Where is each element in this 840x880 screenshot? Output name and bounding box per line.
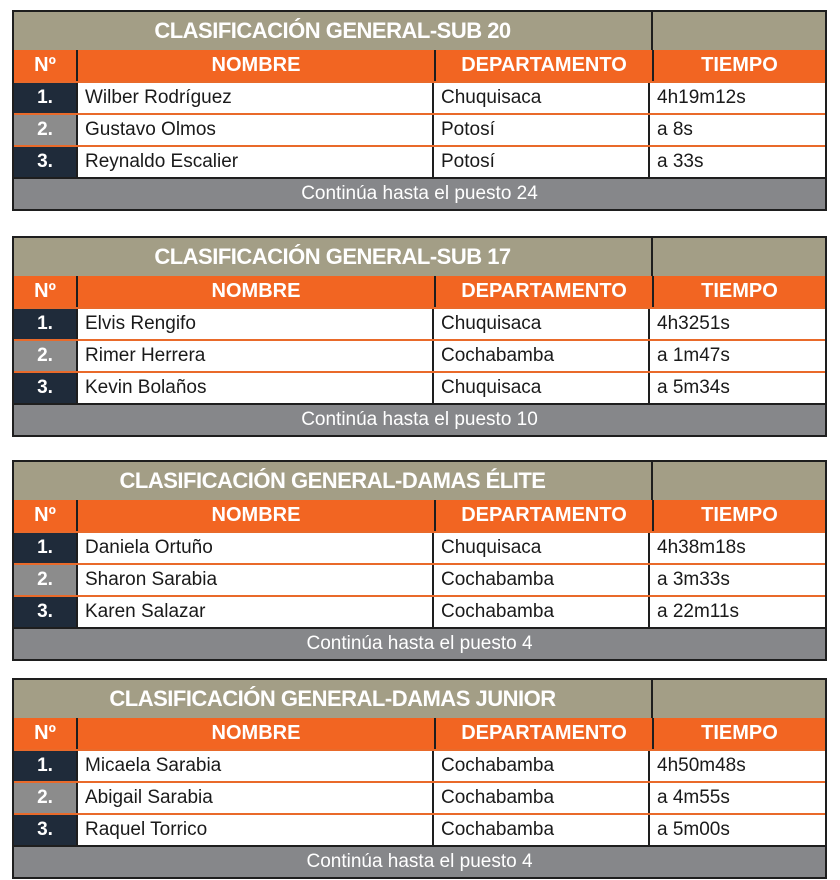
header-num: Nº <box>34 722 56 744</box>
name-cell: Karen Salazar <box>76 597 432 627</box>
department-cell: Cochabamba <box>432 751 648 781</box>
classification-table-damas-elite <box>12 460 827 661</box>
header-name: NOMBRE <box>76 500 434 531</box>
table-row <box>14 307 825 339</box>
name-cell: Daniela Ortuño <box>76 533 432 563</box>
table-row <box>14 813 825 845</box>
header-name: NOMBRE <box>76 50 434 81</box>
table-row <box>14 781 825 813</box>
table-title-row <box>14 12 825 50</box>
name-cell: Gustavo Olmos <box>76 115 432 145</box>
header-department: DEPARTAMENTO <box>434 276 652 307</box>
header-time: TIEMPO <box>652 50 825 81</box>
department-cell: Chuquisaca <box>432 309 648 339</box>
department-cell: Cochabamba <box>432 597 648 627</box>
department-cell: Potosí <box>432 147 648 177</box>
table-footer: Continúa hasta el puesto 24 <box>14 177 825 209</box>
name-cell: Micaela Sarabia <box>76 751 432 781</box>
table-title: CLASIFICACIÓN GENERAL-SUB 17 <box>154 244 511 269</box>
table-row <box>14 531 825 563</box>
header-department: DEPARTAMENTO <box>434 718 652 749</box>
time-cell: a 22m11s <box>648 597 825 627</box>
table-title-row <box>14 462 825 500</box>
table-title: CLASIFICACIÓN GENERAL-SUB 20 <box>154 18 511 43</box>
table-title: CLASIFICACIÓN GENERAL-DAMAS JUNIOR <box>109 686 556 711</box>
header-time: TIEMPO <box>652 500 825 531</box>
time-cell: a 4m55s <box>648 783 825 813</box>
rank-cell: 2. <box>14 565 76 595</box>
table-header-row <box>14 718 825 749</box>
header-time: TIEMPO <box>652 718 825 749</box>
classification-table-sub20 <box>12 10 827 211</box>
name-cell: Elvis Rengifo <box>76 309 432 339</box>
department-cell: Cochabamba <box>432 815 648 845</box>
rank-cell: 1. <box>14 751 76 781</box>
header-num: Nº <box>34 54 56 76</box>
name-cell: Raquel Torrico <box>76 815 432 845</box>
table-footer: Continúa hasta el puesto 4 <box>14 845 825 877</box>
header-department: DEPARTAMENTO <box>434 500 652 531</box>
time-cell: 4h38m18s <box>648 533 825 563</box>
classification-table-sub17 <box>12 236 827 437</box>
name-cell: Abigail Sarabia <box>76 783 432 813</box>
name-cell: Rimer Herrera <box>76 341 432 371</box>
time-cell: 4h50m48s <box>648 751 825 781</box>
rank-cell: 2. <box>14 115 76 145</box>
table-header-row <box>14 50 825 81</box>
name-cell: Sharon Sarabia <box>76 565 432 595</box>
rank-cell: 3. <box>14 147 76 177</box>
time-cell: a 5m00s <box>648 815 825 845</box>
header-num: Nº <box>34 280 56 302</box>
header-name: NOMBRE <box>76 276 434 307</box>
table-row <box>14 339 825 371</box>
table-row <box>14 145 825 177</box>
time-cell: a 33s <box>648 147 825 177</box>
classification-table-damas-junior <box>12 678 827 879</box>
table-row <box>14 749 825 781</box>
table-title-row <box>14 680 825 718</box>
table-title-row <box>14 238 825 276</box>
rank-cell: 2. <box>14 341 76 371</box>
table-row <box>14 595 825 627</box>
rank-cell: 1. <box>14 309 76 339</box>
table-row <box>14 113 825 145</box>
time-cell: 4h3251s <box>648 309 825 339</box>
name-cell: Wilber Rodríguez <box>76 83 432 113</box>
department-cell: Cochabamba <box>432 565 648 595</box>
rank-cell: 1. <box>14 83 76 113</box>
table-row <box>14 563 825 595</box>
time-cell: a 5m34s <box>648 373 825 403</box>
department-cell: Chuquisaca <box>432 373 648 403</box>
department-cell: Cochabamba <box>432 341 648 371</box>
rank-cell: 3. <box>14 373 76 403</box>
table-row <box>14 81 825 113</box>
table-header-row <box>14 276 825 307</box>
department-cell: Chuquisaca <box>432 83 648 113</box>
time-cell: 4h19m12s <box>648 83 825 113</box>
rank-cell: 2. <box>14 783 76 813</box>
department-cell: Chuquisaca <box>432 533 648 563</box>
name-cell: Kevin Bolaños <box>76 373 432 403</box>
time-cell: a 8s <box>648 115 825 145</box>
table-row <box>14 371 825 403</box>
header-department: DEPARTAMENTO <box>434 50 652 81</box>
department-cell: Potosí <box>432 115 648 145</box>
table-title: CLASIFICACIÓN GENERAL-DAMAS ÉLITE <box>119 468 546 493</box>
table-footer: Continúa hasta el puesto 10 <box>14 403 825 435</box>
header-time: TIEMPO <box>652 276 825 307</box>
header-name: NOMBRE <box>76 718 434 749</box>
table-header-row <box>14 500 825 531</box>
rank-cell: 3. <box>14 597 76 627</box>
table-footer: Continúa hasta el puesto 4 <box>14 627 825 659</box>
time-cell: a 1m47s <box>648 341 825 371</box>
name-cell: Reynaldo Escalier <box>76 147 432 177</box>
header-num: Nº <box>34 504 56 526</box>
department-cell: Cochabamba <box>432 783 648 813</box>
rank-cell: 1. <box>14 533 76 563</box>
time-cell: a 3m33s <box>648 565 825 595</box>
rank-cell: 3. <box>14 815 76 845</box>
